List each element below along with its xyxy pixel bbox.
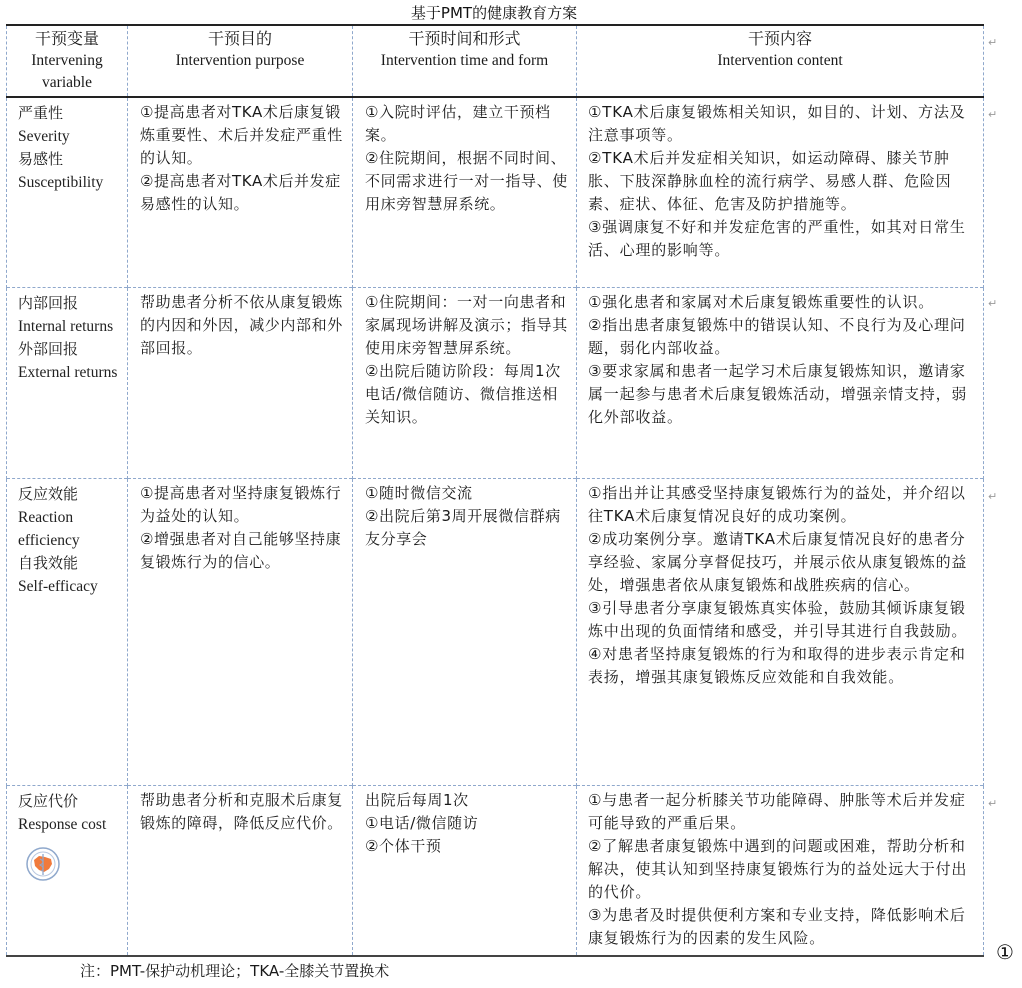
table-row (7, 786, 984, 957)
variable-en: Self-efficacy (18, 578, 98, 595)
content-item: ②TKA术后并发症相关知识，如运动障碍、膝关节肿胀、下肢深静脉血栓的流行病学、易感人群、危险因素、症状、体征、危害及防护措施等。 (588, 149, 952, 213)
time-form-cell (353, 288, 577, 479)
health-education-plan-table (6, 24, 984, 957)
header-zh: 干预内容 (747, 29, 812, 48)
header-intervention-purpose (128, 25, 353, 97)
content-item: ①指出并让其感受坚持康复锻炼行为的益处，并介绍以往TKA术后康复情况良好的成功案例。 (588, 484, 966, 525)
time-form-item: ②出院后第3周开展微信群病友分享会 (365, 507, 561, 548)
content-cell (577, 479, 984, 786)
content-item: ①与患者一起分析膝关节功能障碍、肿胀等术后并发症可能导致的严重后果。 (588, 791, 966, 832)
variable-en: Reaction efficiency (18, 509, 80, 549)
variable-en: Susceptibility (18, 174, 104, 191)
content-item: ①强化患者和家属对术后康复锻炼重要性的认识。 (588, 293, 935, 311)
time-form-item: ①电话/微信随访 (365, 814, 479, 832)
variable-zh: 反应效能 (18, 485, 79, 503)
variable-zh: 内部回报 (18, 294, 79, 312)
header-intervention-time-form (353, 25, 577, 97)
figure-marker: ① (996, 942, 1014, 964)
purpose-item: 帮助患者分析不依从康复锻炼的内因和外因，减少内部和外部回报。 (140, 293, 343, 357)
time-form-item: ②住院期间，根据不同时间、不同需求进行一对一指导、使用床旁智慧屏系统。 (365, 149, 568, 213)
content-item: ③要求家属和患者一起学习术后康复锻炼知识，邀请家属一起参与患者术后康复锻炼活动，增强亲情支持，弱化外部收益。 (588, 362, 968, 426)
content-item: ②指出患者康复锻炼中的错误认知、不良行为及心理问题，弱化内部收益。 (588, 316, 966, 357)
content-item: ②成功案例分享。邀请TKA术后康复情况良好的患者分享经验、家属分享督促技巧，并展示依从康复锻炼的益处，增强患者依从康复锻炼和战胜疾病的信心。 (588, 530, 968, 594)
header-en: Intervention content (717, 52, 843, 69)
variable-cell (7, 97, 128, 288)
purpose-item: ①提高患者对坚持康复锻炼行为益处的认知。 (140, 484, 342, 525)
variable-zh: 外部回报 (18, 340, 79, 358)
header-zh: 干预目的 (207, 29, 272, 48)
content-cell (577, 288, 984, 479)
time-form-cell (353, 97, 577, 288)
purpose-cell (128, 288, 353, 479)
variable-zh: 反应代价 (18, 792, 79, 810)
variable-en: External returns (18, 364, 118, 381)
header-intervening-variable (7, 25, 128, 97)
table-row (7, 97, 984, 288)
purpose-item: 帮助患者分析和克服术后康复锻炼的障碍，降低反应代价。 (140, 791, 343, 832)
header-row (7, 25, 984, 97)
table-footnote: 注：PMT-保护动机理论；TKA-全膝关节置换术 (80, 962, 390, 980)
purpose-cell (128, 479, 353, 786)
paragraph-mark-icon: ↵ (988, 490, 998, 503)
time-form-item: ①入院时评估，建立干预档案。 (365, 103, 551, 144)
header-en: Intervening variable (31, 52, 103, 91)
variable-zh: 易感性 (18, 150, 64, 168)
content-item: ①TKA术后康复锻炼相关知识，如目的、计划、方法及注意事项等。 (588, 103, 966, 144)
purpose-item: ②增强患者对自己能够坚持康复锻炼行为的信心。 (140, 530, 342, 571)
variable-en: Response cost (18, 816, 107, 833)
paragraph-mark-icon: ↵ (988, 108, 998, 121)
content-item: ②了解患者康复锻炼中遇到的问题或困难，帮助分析和解决，使其认知到坚持康复锻炼行为的益处远大于付出的代价。 (588, 837, 968, 901)
header-zh: 干预时间和形式 (408, 29, 521, 48)
purpose-item: ①提高患者对TKA术后康复锻炼重要性、术后并发症严重性的认知。 (140, 103, 343, 167)
time-form-item: ①随时微信交流 (365, 484, 473, 502)
content-cell (577, 786, 984, 957)
table-title: 基于PMT的健康教育方案 (410, 4, 578, 22)
content-item: ③为患者及时提供便利方案和专业支持，降低影响术后康复锻炼行为的因素的发生风险。 (588, 906, 966, 947)
header-zh: 干预变量 (34, 29, 99, 48)
header-intervention-content (577, 25, 984, 97)
content-cell (577, 97, 984, 288)
header-en: Intervention time and form (380, 52, 549, 69)
paragraph-mark-icon: ↵ (988, 297, 998, 310)
variable-zh: 严重性 (18, 104, 64, 122)
time-form-cell (353, 479, 577, 786)
time-form-item: ①住院期间：一对一向患者和家属现场讲解及演示；指导其使用床旁智慧屏系统。 (365, 293, 568, 357)
time-form-item: ②个体干预 (365, 837, 442, 855)
variable-cell (7, 479, 128, 786)
association-logo-icon (25, 845, 61, 883)
purpose-cell (128, 786, 353, 957)
variable-en: Severity (18, 128, 70, 145)
time-form-item: 出院后每周1次 (365, 791, 469, 809)
table-row (7, 479, 984, 786)
purpose-cell (128, 97, 353, 288)
variable-zh: 自我效能 (18, 554, 79, 572)
paragraph-mark-icon: ↵ (988, 797, 998, 810)
time-form-item: ②出院后随访阶段：每周1次电话/微信随访、微信推送相关知识。 (365, 362, 561, 426)
paragraph-mark-icon: ↵ (988, 36, 998, 49)
time-form-cell (353, 786, 577, 957)
content-item: ④对患者坚持康复锻炼的行为和取得的进步表示肯定和表扬，增强其康复锻炼反应效能和自我效能。 (588, 645, 966, 686)
content-item: ③引导患者分享康复锻炼真实体验，鼓励其倾诉康复锻炼中出现的负面情绪和感受，并引导其进行自我鼓励。 (588, 599, 968, 640)
variable-en: Internal returns (18, 318, 114, 335)
table-row (7, 288, 984, 479)
variable-cell (7, 288, 128, 479)
header-en: Intervention purpose (175, 52, 305, 69)
content-item: ③强调康复不好和并发症危害的严重性，如其对日常生活、心理的影响等。 (588, 218, 966, 259)
purpose-item: ②提高患者对TKA术后并发症易感性的认知。 (140, 172, 341, 213)
